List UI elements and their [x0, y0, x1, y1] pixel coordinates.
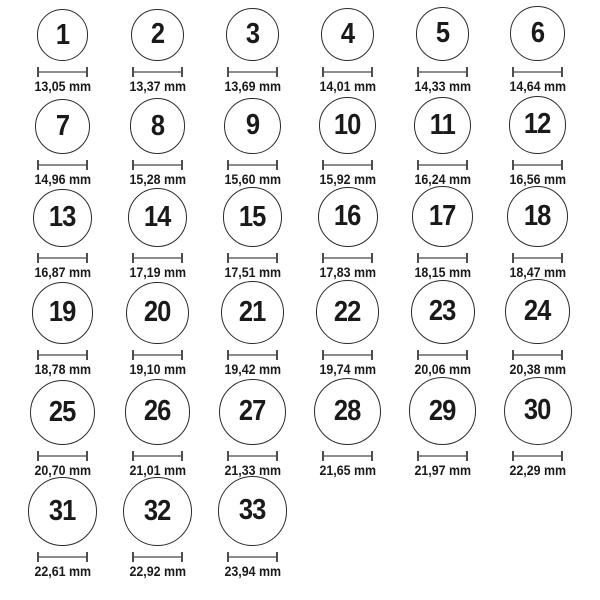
ring-size-number: 11 [429, 108, 456, 141]
ring-size-number: 33 [239, 494, 266, 527]
ring-size-row [15, 380, 585, 481]
diameter-measure-line [37, 253, 88, 263]
measure-line-bar [39, 257, 86, 259]
measure-line-bar [229, 556, 276, 558]
ring-size-number: 15 [239, 200, 266, 233]
diameter-measure-line [132, 552, 183, 562]
measure-line-bar [134, 164, 181, 166]
diameter-measure-line [417, 350, 468, 360]
diameter-measure-line [417, 253, 468, 263]
ring-size-number: 19 [49, 296, 76, 329]
ring-size-grid [15, 0, 585, 582]
ring-circle [504, 377, 572, 445]
ring-size-row [15, 97, 585, 190]
diameter-measure-line [417, 451, 468, 461]
ring-size-number: 4 [340, 17, 355, 50]
measure-line-bar [134, 257, 181, 259]
diameter-measure-line [227, 552, 278, 562]
diameter-label: 13,37 mm [129, 78, 186, 94]
ring-circle [316, 280, 380, 344]
ring-size-item [205, 283, 300, 380]
measure-line-bar [134, 455, 181, 457]
diameter-label: 20,38 mm [509, 361, 566, 377]
ring-size-number: 31 [49, 495, 76, 528]
diameter-label: 19,42 mm [224, 361, 281, 377]
measure-line-bar [419, 257, 466, 259]
diameter-label: 19,10 mm [129, 361, 186, 377]
ring-size-number: 18 [524, 199, 551, 232]
diameter-measure-line [417, 160, 468, 170]
ring-size-row [15, 283, 585, 380]
diameter-label: 20,06 mm [414, 361, 471, 377]
measure-line-bar [134, 71, 181, 73]
ring-size-item [205, 0, 300, 97]
measure-line-bar [324, 455, 371, 457]
ring-size-item [490, 380, 585, 481]
diameter-label: 21,01 mm [129, 462, 186, 478]
ring-circle [28, 477, 97, 546]
ring-size-number: 20 [144, 296, 171, 329]
measure-line-bar [229, 71, 276, 73]
measure-line-bar [39, 71, 86, 73]
ring-size-number: 2 [150, 18, 165, 51]
ring-size-item [110, 0, 205, 97]
diameter-label: 20,70 mm [34, 462, 91, 478]
ring-size-number: 7 [55, 109, 70, 142]
diameter-label: 17,51 mm [224, 264, 281, 280]
measure-line-bar [229, 257, 276, 259]
measure-line-bar [324, 354, 371, 356]
ring-size-item [205, 97, 300, 190]
measure-line-bar [324, 257, 371, 259]
diameter-label: 17,19 mm [129, 264, 186, 280]
ring-size-number: 24 [524, 295, 551, 328]
ring-circle [223, 187, 283, 247]
diameter-measure-line [132, 67, 183, 77]
diameter-label: 18,47 mm [509, 264, 566, 280]
ring-size-number: 27 [239, 395, 266, 428]
ring-circle [314, 378, 381, 445]
ring-circle [125, 379, 191, 445]
ring-size-item [205, 481, 300, 582]
diameter-label: 16,56 mm [509, 171, 566, 187]
ring-circle [33, 189, 91, 247]
diameter-measure-line [512, 253, 563, 263]
ring-size-number: 3 [245, 18, 260, 51]
ring-size-item [15, 380, 110, 481]
ring-circle [126, 282, 188, 344]
ring-size-item [15, 190, 110, 283]
ring-circle [319, 97, 376, 154]
ring-size-item [490, 97, 585, 190]
measure-line-bar [39, 164, 86, 166]
diameter-measure-line [322, 160, 373, 170]
ring-size-item [15, 97, 110, 190]
ring-circle [509, 96, 567, 154]
measure-line-bar [229, 455, 276, 457]
ring-size-number: 21 [239, 295, 266, 328]
ring-size-number: 14 [144, 200, 171, 233]
ring-circle [30, 380, 95, 445]
measure-line-bar [419, 354, 466, 356]
measure-line-bar [514, 257, 561, 259]
ring-size-item [395, 283, 490, 380]
ring-circle [321, 8, 374, 61]
ring-size-number: 30 [524, 394, 551, 427]
ring-size-item [15, 481, 110, 582]
diameter-measure-line [417, 67, 468, 77]
ring-circle [416, 7, 470, 61]
ring-size-row [15, 0, 585, 97]
ring-size-number: 5 [435, 17, 450, 50]
ring-size-number: 22 [334, 295, 361, 328]
ring-size-item [300, 380, 395, 481]
measure-line-bar [514, 164, 561, 166]
ring-size-item [110, 283, 205, 380]
ring-circle [507, 186, 568, 247]
ring-circle [409, 377, 477, 445]
diameter-measure-line [132, 451, 183, 461]
ring-size-item [110, 481, 205, 582]
ring-size-number: 17 [429, 200, 456, 233]
measure-line-bar [324, 71, 371, 73]
ring-size-item [300, 283, 395, 380]
measure-line-bar [514, 71, 561, 73]
ring-size-number: 25 [49, 395, 76, 428]
ring-circle [221, 281, 284, 344]
ring-size-number: 23 [429, 295, 456, 328]
diameter-label: 18,15 mm [414, 264, 471, 280]
diameter-label: 14,01 mm [319, 78, 376, 94]
measure-line-bar [419, 164, 466, 166]
ring-size-item [110, 380, 205, 481]
measure-line-bar [134, 354, 181, 356]
diameter-measure-line [322, 451, 373, 461]
ring-circle [318, 187, 378, 247]
ring-circle [411, 280, 475, 344]
diameter-measure-line [512, 160, 563, 170]
ring-size-number: 13 [49, 201, 76, 234]
ring-circle [226, 8, 279, 61]
diameter-measure-line [227, 253, 278, 263]
diameter-label: 22,29 mm [509, 462, 566, 478]
ring-circle [510, 6, 564, 60]
diameter-measure-line [37, 552, 88, 562]
measure-line-bar [39, 455, 86, 457]
ring-size-item [15, 283, 110, 380]
measure-line-bar [229, 164, 276, 166]
diameter-label: 15,60 mm [224, 171, 281, 187]
ring-size-item [490, 0, 585, 97]
ring-size-row [15, 190, 585, 283]
measure-line-bar [514, 354, 561, 356]
ring-size-number: 6 [530, 17, 545, 50]
measure-line-bar [419, 455, 466, 457]
diameter-label: 23,94 mm [224, 563, 281, 579]
diameter-measure-line [132, 253, 183, 263]
ring-circle [32, 282, 94, 344]
diameter-label: 13,69 mm [224, 78, 281, 94]
ring-size-number: 32 [144, 494, 171, 527]
measure-line-bar [419, 71, 466, 73]
ring-size-number: 12 [524, 108, 551, 141]
ring-circle [35, 99, 90, 154]
diameter-measure-line [37, 350, 88, 360]
ring-size-item [490, 190, 585, 283]
diameter-label: 18,78 mm [34, 361, 91, 377]
ring-size-item [490, 283, 585, 380]
diameter-measure-line [132, 160, 183, 170]
ring-size-item [395, 97, 490, 190]
diameter-measure-line [512, 451, 563, 461]
ring-size-item [395, 0, 490, 97]
diameter-measure-line [132, 350, 183, 360]
ring-size-number: 16 [334, 200, 361, 233]
diameter-measure-line [512, 67, 563, 77]
ring-size-item [205, 190, 300, 283]
ring-size-item [395, 380, 490, 481]
diameter-measure-line [37, 451, 88, 461]
ring-size-number: 9 [245, 109, 260, 142]
ring-size-row [15, 481, 585, 582]
diameter-label: 16,24 mm [414, 171, 471, 187]
ring-size-item [395, 190, 490, 283]
ring-circle [37, 9, 89, 61]
ring-size-item [300, 0, 395, 97]
ring-circle [219, 379, 285, 445]
ring-circle [128, 188, 187, 247]
diameter-label: 21,65 mm [319, 462, 376, 478]
diameter-label: 14,96 mm [34, 171, 91, 187]
ring-size-number: 10 [334, 109, 361, 142]
diameter-measure-line [37, 67, 88, 77]
diameter-measure-line [227, 350, 278, 360]
diameter-measure-line [227, 67, 278, 77]
diameter-measure-line [227, 451, 278, 461]
ring-size-item [300, 97, 395, 190]
ring-circle [505, 279, 570, 344]
diameter-measure-line [322, 350, 373, 360]
diameter-label: 22,92 mm [129, 563, 186, 579]
ring-size-number: 28 [334, 394, 361, 427]
diameter-label: 15,28 mm [129, 171, 186, 187]
diameter-measure-line [322, 253, 373, 263]
measure-line-bar [134, 556, 181, 558]
ring-size-item [300, 190, 395, 283]
ring-size-number: 1 [55, 18, 70, 51]
diameter-measure-line [512, 350, 563, 360]
ring-circle [123, 477, 192, 546]
ring-circle [224, 98, 280, 154]
ring-size-number: 8 [150, 109, 165, 142]
measure-line-bar [229, 354, 276, 356]
ring-circle [131, 9, 183, 61]
measure-line-bar [514, 455, 561, 457]
ring-circle [414, 97, 471, 154]
diameter-measure-line [37, 160, 88, 170]
diameter-label: 22,61 mm [34, 563, 91, 579]
diameter-label: 19,74 mm [319, 361, 376, 377]
ring-size-item [110, 190, 205, 283]
measure-line-bar [39, 354, 86, 356]
diameter-label: 15,92 mm [319, 171, 376, 187]
diameter-label: 17,83 mm [319, 264, 376, 280]
ring-size-number: 26 [144, 395, 171, 428]
diameter-label: 14,33 mm [414, 78, 471, 94]
measure-line-bar [324, 164, 371, 166]
measure-line-bar [39, 556, 86, 558]
ring-size-number: 29 [429, 394, 456, 427]
ring-size-item [205, 380, 300, 481]
ring-size-item [110, 97, 205, 190]
diameter-measure-line [227, 160, 278, 170]
diameter-label: 21,33 mm [224, 462, 281, 478]
ring-circle [218, 476, 288, 546]
diameter-label: 14,64 mm [509, 78, 566, 94]
ring-circle [130, 98, 186, 154]
ring-circle [412, 186, 473, 247]
ring-size-item [15, 0, 110, 97]
diameter-label: 13,05 mm [34, 78, 91, 94]
diameter-label: 16,87 mm [34, 264, 91, 280]
diameter-measure-line [322, 67, 373, 77]
diameter-label: 21,97 mm [414, 462, 471, 478]
